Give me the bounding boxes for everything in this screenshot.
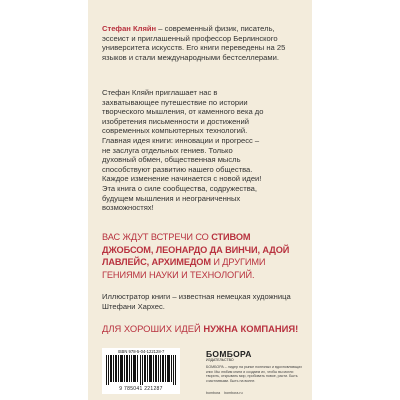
isbn-text: ISBN 978-5-04-122128-7: [117, 349, 165, 354]
book-back-cover: [88, 0, 312, 400]
publisher-link-site[interactable]: bombora.ru: [224, 391, 243, 395]
author-name: Стефан Кляйн: [102, 24, 157, 33]
promo-text-part: И ДРУГИМИ ГЕНИЯМИ НАУКИ И ТЕХНОЛОГИЙ.: [102, 257, 266, 280]
book-annotation: Стефан Кляйн приглашает нас в захватывающее путешествие по истории творческого мышления, от каменного века до изобретения письменности и достижений современных компьютерных технологий. Главная идея книги: инновации и прогресс – не заслуга отдельных гениев. Только духовный обмен, общественная мысль способствуют развитию нашего общества. Каждое изменение начинается с новой идеи! Эта книга о силе сообщества, содружества, будущем мышления и неограниченных возможностях!: [102, 88, 264, 213]
publisher-logo-subtitle: ИЗДАТЕЛЬСТВО: [206, 358, 234, 362]
author-bio-text: – современный физик, писатель, эссеист и приглашенный профессор Берлинского университета искусств. Его книги переведены на 25 языков и стали международными бестселлерами.: [102, 24, 286, 62]
promo-name-jobs: СТИВОМ ДЖОБСОМ,: [102, 232, 251, 255]
publisher-links: [206, 391, 306, 395]
barcode-digits: 9 785041 221287: [119, 386, 163, 392]
promo-text: [102, 231, 302, 281]
publisher-link-social[interactable]: bombora: [206, 391, 221, 395]
barcode: [102, 348, 180, 394]
illustrator-credit: Иллюстратор книги – известная немецкая художница Штефани Хархес.: [102, 292, 291, 311]
slogan: [102, 323, 312, 334]
slogan-bold: НУЖНА КОМПАНИЯ!: [203, 323, 299, 334]
publisher-fine-print: БОМБОРА – лидер на рынке полезных и вдохновляющих книг. Мы любим книги и создаем их, чтобы вы могли творить, открывать мир, пробовать новое, расти. Быть счастливыми. Быть на волне.: [206, 365, 303, 383]
author-bio: [102, 24, 302, 62]
promo-text-part: ВАС ЖДУТ ВСТРЕЧИ СО: [102, 232, 212, 242]
publisher-logo-text: БОМБОРА: [206, 349, 252, 359]
publisher-logo: [206, 349, 306, 362]
slogan-plain: ДЛЯ ХОРОШИХ ИДЕЙ: [102, 323, 204, 334]
promo-name-davinci-lovelace: ЛЕОНАРДО ДА ВИНЧИ, АДОЙ ЛАВЛЕЙС,: [102, 244, 290, 267]
promo-name-archimedes: АРХИМЕДОМ: [151, 257, 211, 267]
barcode-bars-icon: [106, 355, 176, 385]
